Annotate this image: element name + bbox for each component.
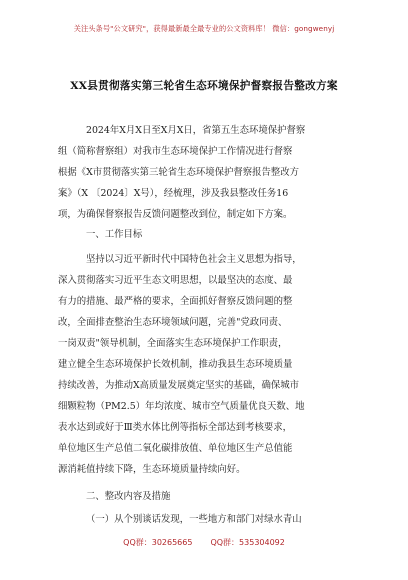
document-title: XX县贯彻落实第三轮省生态环境保护督察报告整改方案 [70,80,338,92]
goals-line: 表水达到或好于Ⅲ类水体比例等指标全部达到考核要求， [58,422,293,433]
goals-paragraph [58,249,352,480]
goals-line: 一岗双责"领导机制，全面落实生态环境保护工作职责， [58,338,288,349]
qq-group-1: QQ群：30265665 [123,538,193,547]
header-banner [0,0,408,46]
footer-contact [0,537,408,548]
section-heading-goals: 一、工作目标 [86,229,143,240]
qq-group-2: QQ群：535304092 [210,538,285,547]
goals-line: 改，全面排查整治生态环境领域问题，完善"党政同责、 [58,317,288,328]
intro-line: 案》（X 〔2024〕X号），经梳理，涉及我县整改任务16 [58,188,289,199]
goals-line: 深入贯彻落实习近平生态文明思想，以最坚决的态度、最 [58,275,293,286]
goals-line: 源消耗值持续下降，生态环境质量持续向好。 [58,464,246,475]
goals-line: 有力的措施、最严格的要求，全面抓好督察反馈问题的整 [58,296,293,307]
intro-paragraph [58,120,352,225]
goals-line: 持续改善，为推动X高质量发展奠定坚实的基础，确保城市 [58,380,300,391]
intro-line: 2024年X月X日至X月X日，省第五生态环境保护督察 [86,125,306,136]
intro-line: 组（简称督察组）对我市生态环境保护工作情况进行督察 [58,146,293,157]
measures-first-line: （一）从个别谈话发现，一些地方和部门对绿水青山 [86,514,302,525]
section-heading-measures: 二、整改内容及措施 [86,491,171,502]
goals-line: 建立健全生态环境保护长效机制，推动我县生态环境质量 [58,359,293,370]
intro-line: 项，为确保督察报告反馈问题整改到位，制定如下方案。 [58,209,293,220]
goals-line: 坚持以习近平新时代中国特色社会主义思想为指导， [86,254,302,265]
intro-line: 根据《X市贯彻落实第三轮省生态环境保护督察报告整改方 [58,167,300,178]
goals-line: 单位地区生产总值二氧化碳排放值、单位地区生产总值能 [58,443,293,454]
promo-banner-text: 关注头条号"公文研究"，获得最新最全最专业的公文资料库！ 微信：gongwenyj [73,24,335,33]
goals-line: 细颗粒物（PM2.5）年均浓度、城市空气质量优良天数、地 [58,401,305,412]
